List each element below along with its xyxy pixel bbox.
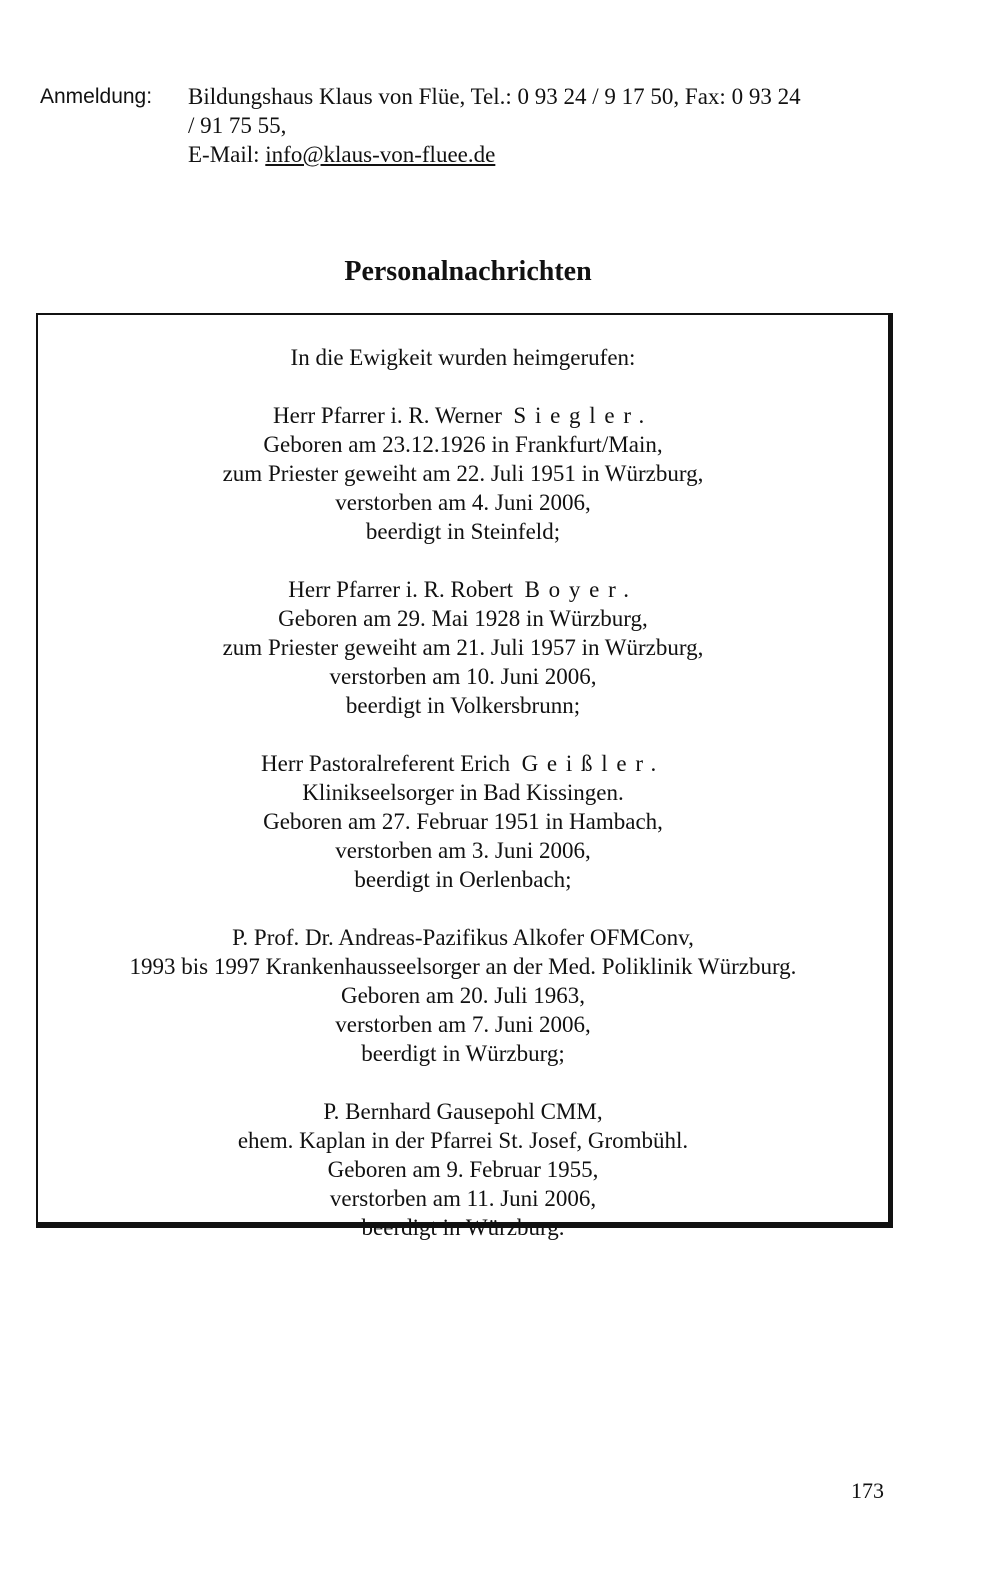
entry-name-line: P. Bernhard Gausepohl CMM, [323, 1099, 603, 1124]
registration-row [40, 82, 920, 111]
entry-surname: Boyer. [524, 577, 638, 602]
entry-line: verstorben am 7. Juni 2006, [335, 1012, 591, 1037]
obituary-entry [38, 1097, 888, 1242]
entry-line: beerdigt in Volkersbrunn; [345, 693, 581, 718]
entry-line: Geboren am 29. Mai 1928 in Würzburg, [278, 606, 648, 631]
entry-line: Geboren am 20. Juli 1963, [340, 983, 585, 1008]
obituary-content [38, 343, 888, 1242]
email-link[interactable]: info@klaus-von-fluee.de [265, 142, 496, 167]
entry-name-prefix: Herr Pfarrer i. R. Robert [288, 577, 514, 602]
entry-line: beerdigt in Steinfeld; [365, 519, 561, 544]
page-number: 173 [851, 1478, 884, 1503]
entry-line: Geboren am 23.12.1926 in Frankfurt/Main, [263, 432, 663, 457]
entry-line: ehem. Kaplan in der Pfarrei St. Josef, Grombühl. [237, 1128, 689, 1153]
obituary-entry [38, 575, 888, 720]
obituary-entry [38, 923, 888, 1068]
entry-line: beerdigt in Würzburg. [361, 1215, 565, 1240]
entry-line: verstorben am 11. Juni 2006, [329, 1186, 597, 1211]
entry-line: verstorben am 4. Juni 2006, [335, 490, 591, 515]
obituary-entry [38, 401, 888, 546]
entry-name-line: P. Prof. Dr. Andreas-Pazifikus Alkofer OFMConv, [232, 925, 694, 950]
registration-block [40, 82, 920, 169]
entry-name-line [38, 749, 888, 778]
entry-line: zum Priester geweiht am 21. Juli 1957 in Würzburg, [222, 635, 704, 660]
registration-fax-continued: / 91 75 55, [188, 113, 287, 138]
entry-line: beerdigt in Würzburg; [361, 1041, 565, 1066]
entry-line: Geboren am 27. Februar 1951 in Hambach, [263, 809, 663, 834]
page-title: Personalnachrichten [344, 256, 592, 287]
registration-email-line [40, 140, 920, 169]
registration-address: Bildungshaus Klaus von Flüe, Tel.: 0 93 24 / 9 17 50, Fax: 0 93 24 [188, 84, 801, 109]
entry-line: verstorben am 10. Juni 2006, [329, 664, 597, 689]
entry-line: verstorben am 3. Juni 2006, [335, 838, 591, 863]
entry-line: Geboren am 9. Februar 1955, [327, 1157, 599, 1182]
entry-name-prefix: Herr Pfarrer i. R. Werner [273, 403, 502, 428]
entry-surname: Siegler. [513, 403, 653, 428]
entry-name-line [38, 575, 888, 604]
email-label: E-Mail: [188, 142, 260, 167]
entry-surname: Geißler. [521, 751, 665, 776]
entry-line: Klinikseelsorger in Bad Kissingen. [302, 780, 624, 805]
obituary-intro: In die Ewigkeit wurden heimgerufen: [290, 345, 636, 370]
entry-line: beerdigt in Oerlenbach; [354, 867, 572, 892]
entry-line: zum Priester geweiht am 22. Juli 1951 in Würzburg, [222, 461, 704, 486]
entry-name-prefix: Herr Pastoralreferent Erich [261, 751, 511, 776]
entry-name-line [38, 401, 888, 430]
registration-label: Anmeldung: [40, 85, 153, 108]
obituary-box [36, 313, 893, 1240]
obituary-entry [38, 749, 888, 894]
entry-line: 1993 bis 1997 Krankenhausseelsorger an der Med. Poliklinik Würzburg. [129, 954, 797, 979]
